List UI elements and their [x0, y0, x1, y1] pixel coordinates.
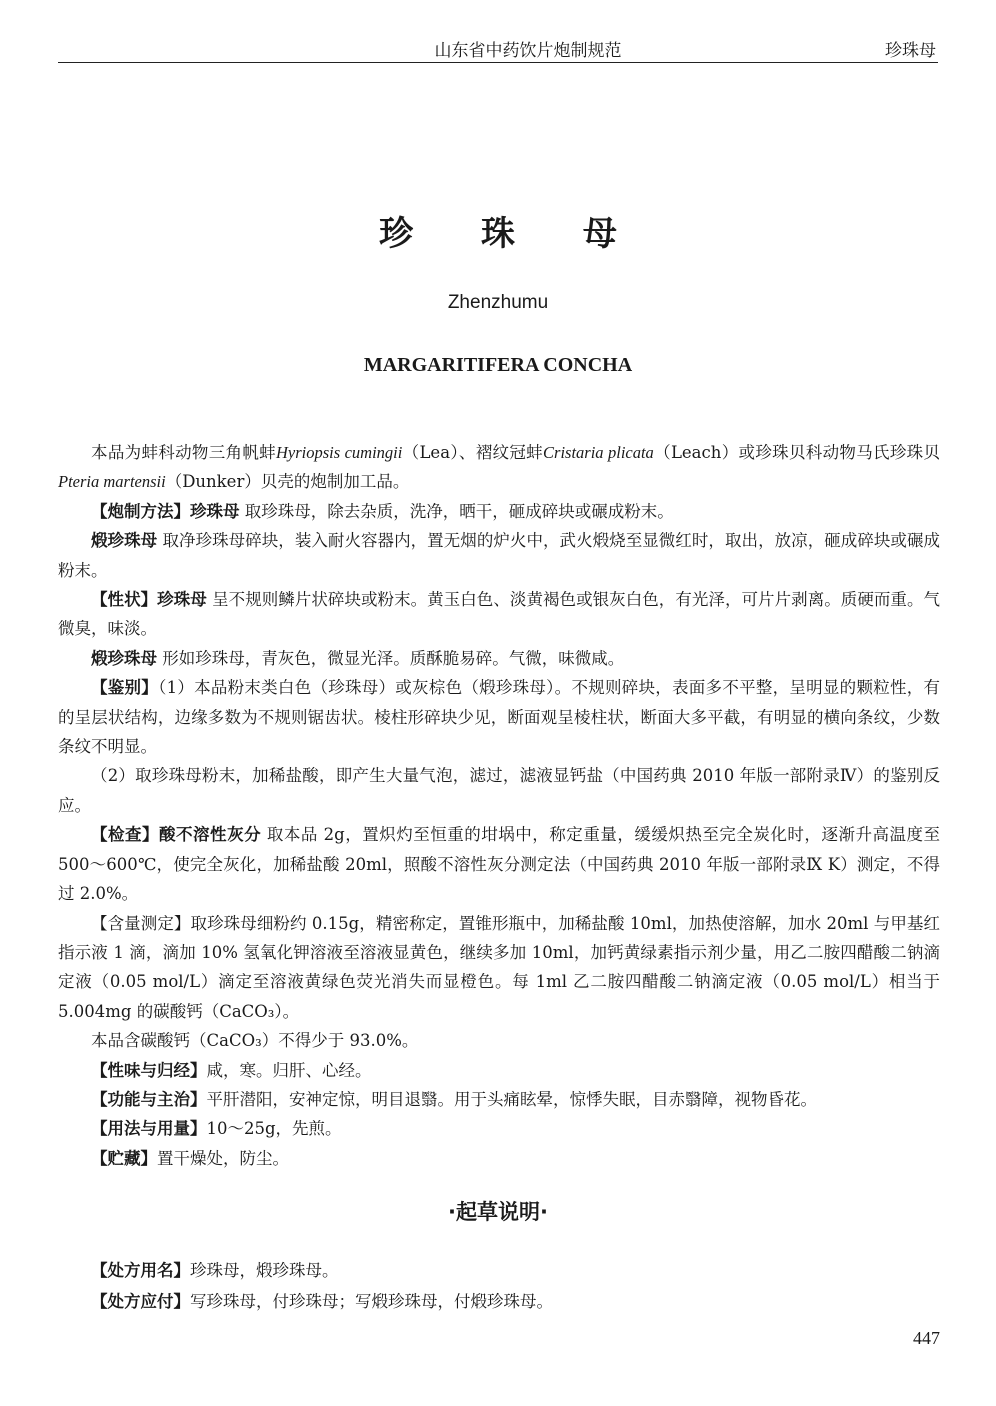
note-label: 【处方用名】 — [91, 1261, 190, 1280]
header-rule — [58, 62, 938, 63]
header-entry-name: 珍珠母 — [885, 41, 936, 61]
note-prescription-dispensing — [58, 1286, 940, 1317]
section-description-calcined — [58, 644, 940, 673]
intro-text: （Lea）、褶纹冠蚌 — [402, 443, 544, 462]
intro-text: （Dunker）贝壳的炮制加工品。 — [165, 472, 410, 492]
note-text: 珍珠母，煅珍珠母。 — [190, 1261, 339, 1280]
intro-text: 本品为蚌科动物三角帆蚌 — [91, 443, 276, 462]
section-identification — [58, 673, 940, 761]
section-text: 10～25g，先煎。 — [206, 1119, 342, 1139]
section-calcined — [58, 526, 940, 585]
section-assay-limit — [58, 1026, 940, 1055]
section-text: （1）本品粉末类白色（珍珠母）或灰棕色（煅珍珠母）。不规则碎块，表面多不平整，呈明显的颗粒性，有的呈层状结构，边缘多数为不规则锯齿状。棱柱形碎块少见，断面观呈棱柱状，断面大多平截，有明显的横向条纹，少数条纹不明显。 — [58, 678, 941, 757]
section-label: 【炮制方法】珍珠母 — [91, 501, 240, 521]
species-name: Cristaria plicata — [543, 443, 654, 462]
drafting-notes — [58, 1255, 940, 1317]
section-text: 呈不规则鳞片状碎块或粉末。黄玉白色、淡黄褐色或银灰白色，有光泽，可片片剥离。质硬而重。气微臭，味淡。 — [58, 590, 940, 639]
section-text: （2）取珍珠母粉末，加稀盐酸，即产生大量气泡，滤过，滤液显钙盐（中国药典 2010 年版一部附录Ⅳ）的鉴别反应。 — [58, 766, 940, 815]
section-processing — [58, 497, 940, 526]
intro-text: （Leach）或珍珠贝科动物马氏珍珠贝 — [653, 443, 940, 462]
section-label: 【性状】珍珠母 — [91, 590, 207, 610]
section-label: 【贮藏】 — [91, 1148, 157, 1168]
note-prescription-name — [58, 1255, 940, 1286]
monograph-body — [58, 438, 940, 1173]
section-label: 【检查】酸不溶性灰分 — [91, 825, 262, 845]
section-text: 取净珍珠母碎块，装入耐火容器内，置无烟的炉火中，武火煅烧至显微红时，取出，放凉，砸成碎块或碾成粉末。 — [58, 531, 941, 580]
entry-pinyin: Zhenzhumu — [447, 292, 549, 313]
section-text: 置干燥处，防尘。 — [157, 1148, 289, 1168]
entry-title: 珍 珠 母 — [379, 214, 645, 254]
section-text: 本品含碳酸钙（CaCO₃）不得少于 93.0%。 — [91, 1031, 419, 1051]
section-description — [58, 585, 940, 644]
section-label: 煅珍珠母 — [91, 648, 157, 668]
running-header — [58, 36, 938, 66]
note-label: 【处方应付】 — [91, 1292, 190, 1311]
section-storage — [58, 1144, 940, 1173]
drafting-notes-title: ·起草说明· — [448, 1200, 548, 1224]
section-text: 形如珍珠母，青灰色，微显光泽。质酥脆易碎。气微，味微咸。 — [157, 648, 625, 668]
section-nature-meridian — [58, 1056, 940, 1085]
section-label: 【用法与用量】 — [91, 1119, 207, 1139]
header-book-title: 山东省中药饮片炮制规范 — [434, 41, 622, 61]
intro-paragraph — [58, 438, 940, 497]
page-number: 447 — [913, 1328, 940, 1348]
section-text: 取本品 2g，置炽灼至恒重的坩埚中，称定重量，缓缓炽热至完全炭化时，逐渐升高温度至 500～600℃，使完全灰化，加稀盐酸 20ml，照酸不溶性灰分测定法（中国药典 2010 年版一部附录Ⅸ K）测定，不得过 2.0%。 — [58, 825, 940, 904]
species-name: Pteria martensii — [58, 472, 166, 492]
section-label: 【鉴别】 — [91, 678, 159, 698]
note-text: 写珍珠母，付珍珠母；写煅珍珠母，付煅珍珠母。 — [190, 1292, 553, 1311]
section-label: 【功能与主治】 — [91, 1089, 207, 1109]
section-assay — [58, 909, 940, 1027]
section-text: 咸，寒。归肝、心经。 — [206, 1060, 372, 1080]
section-examination — [58, 820, 940, 908]
section-label: 【性味与归经】 — [91, 1060, 207, 1080]
section-text: 【含量测定】取珍珠母细粉约 0.15g，精密称定，置锥形瓶中，加稀盐酸 10ml，加热使溶解，加水 20ml 与甲基红指示液 1 滴，滴加 10% 氢氧化钾溶液至溶液显黄色，继续多加 10ml，加钙黄绿素指示剂少量，用乙二胺四醋酸二钠滴定液（0.05 mol/L）滴定至溶液黄绿色荧光消失而显橙色。每 1ml 乙二胺四醋酸二钠滴定液（0.05 mol/L）相当于 5.004mg 的碳酸钙（CaCO₃）。 — [58, 913, 940, 1021]
species-name: Hyriopsis cumingii — [275, 443, 403, 462]
section-label: 煅珍珠母 — [91, 531, 158, 551]
entry-latin-name: MARGARITIFERA CONCHA — [363, 354, 633, 376]
section-identification-2 — [58, 761, 940, 820]
section-function — [58, 1085, 940, 1114]
section-text: 取珍珠母，除去杂质，洗净，晒干，砸成碎块或碾成粉末。 — [239, 501, 674, 521]
section-dosage — [58, 1114, 940, 1143]
section-text: 平肝潜阳，安神定惊，明目退翳。用于头痛眩晕，惊悸失眠，目赤翳障，视物昏花。 — [206, 1089, 817, 1109]
